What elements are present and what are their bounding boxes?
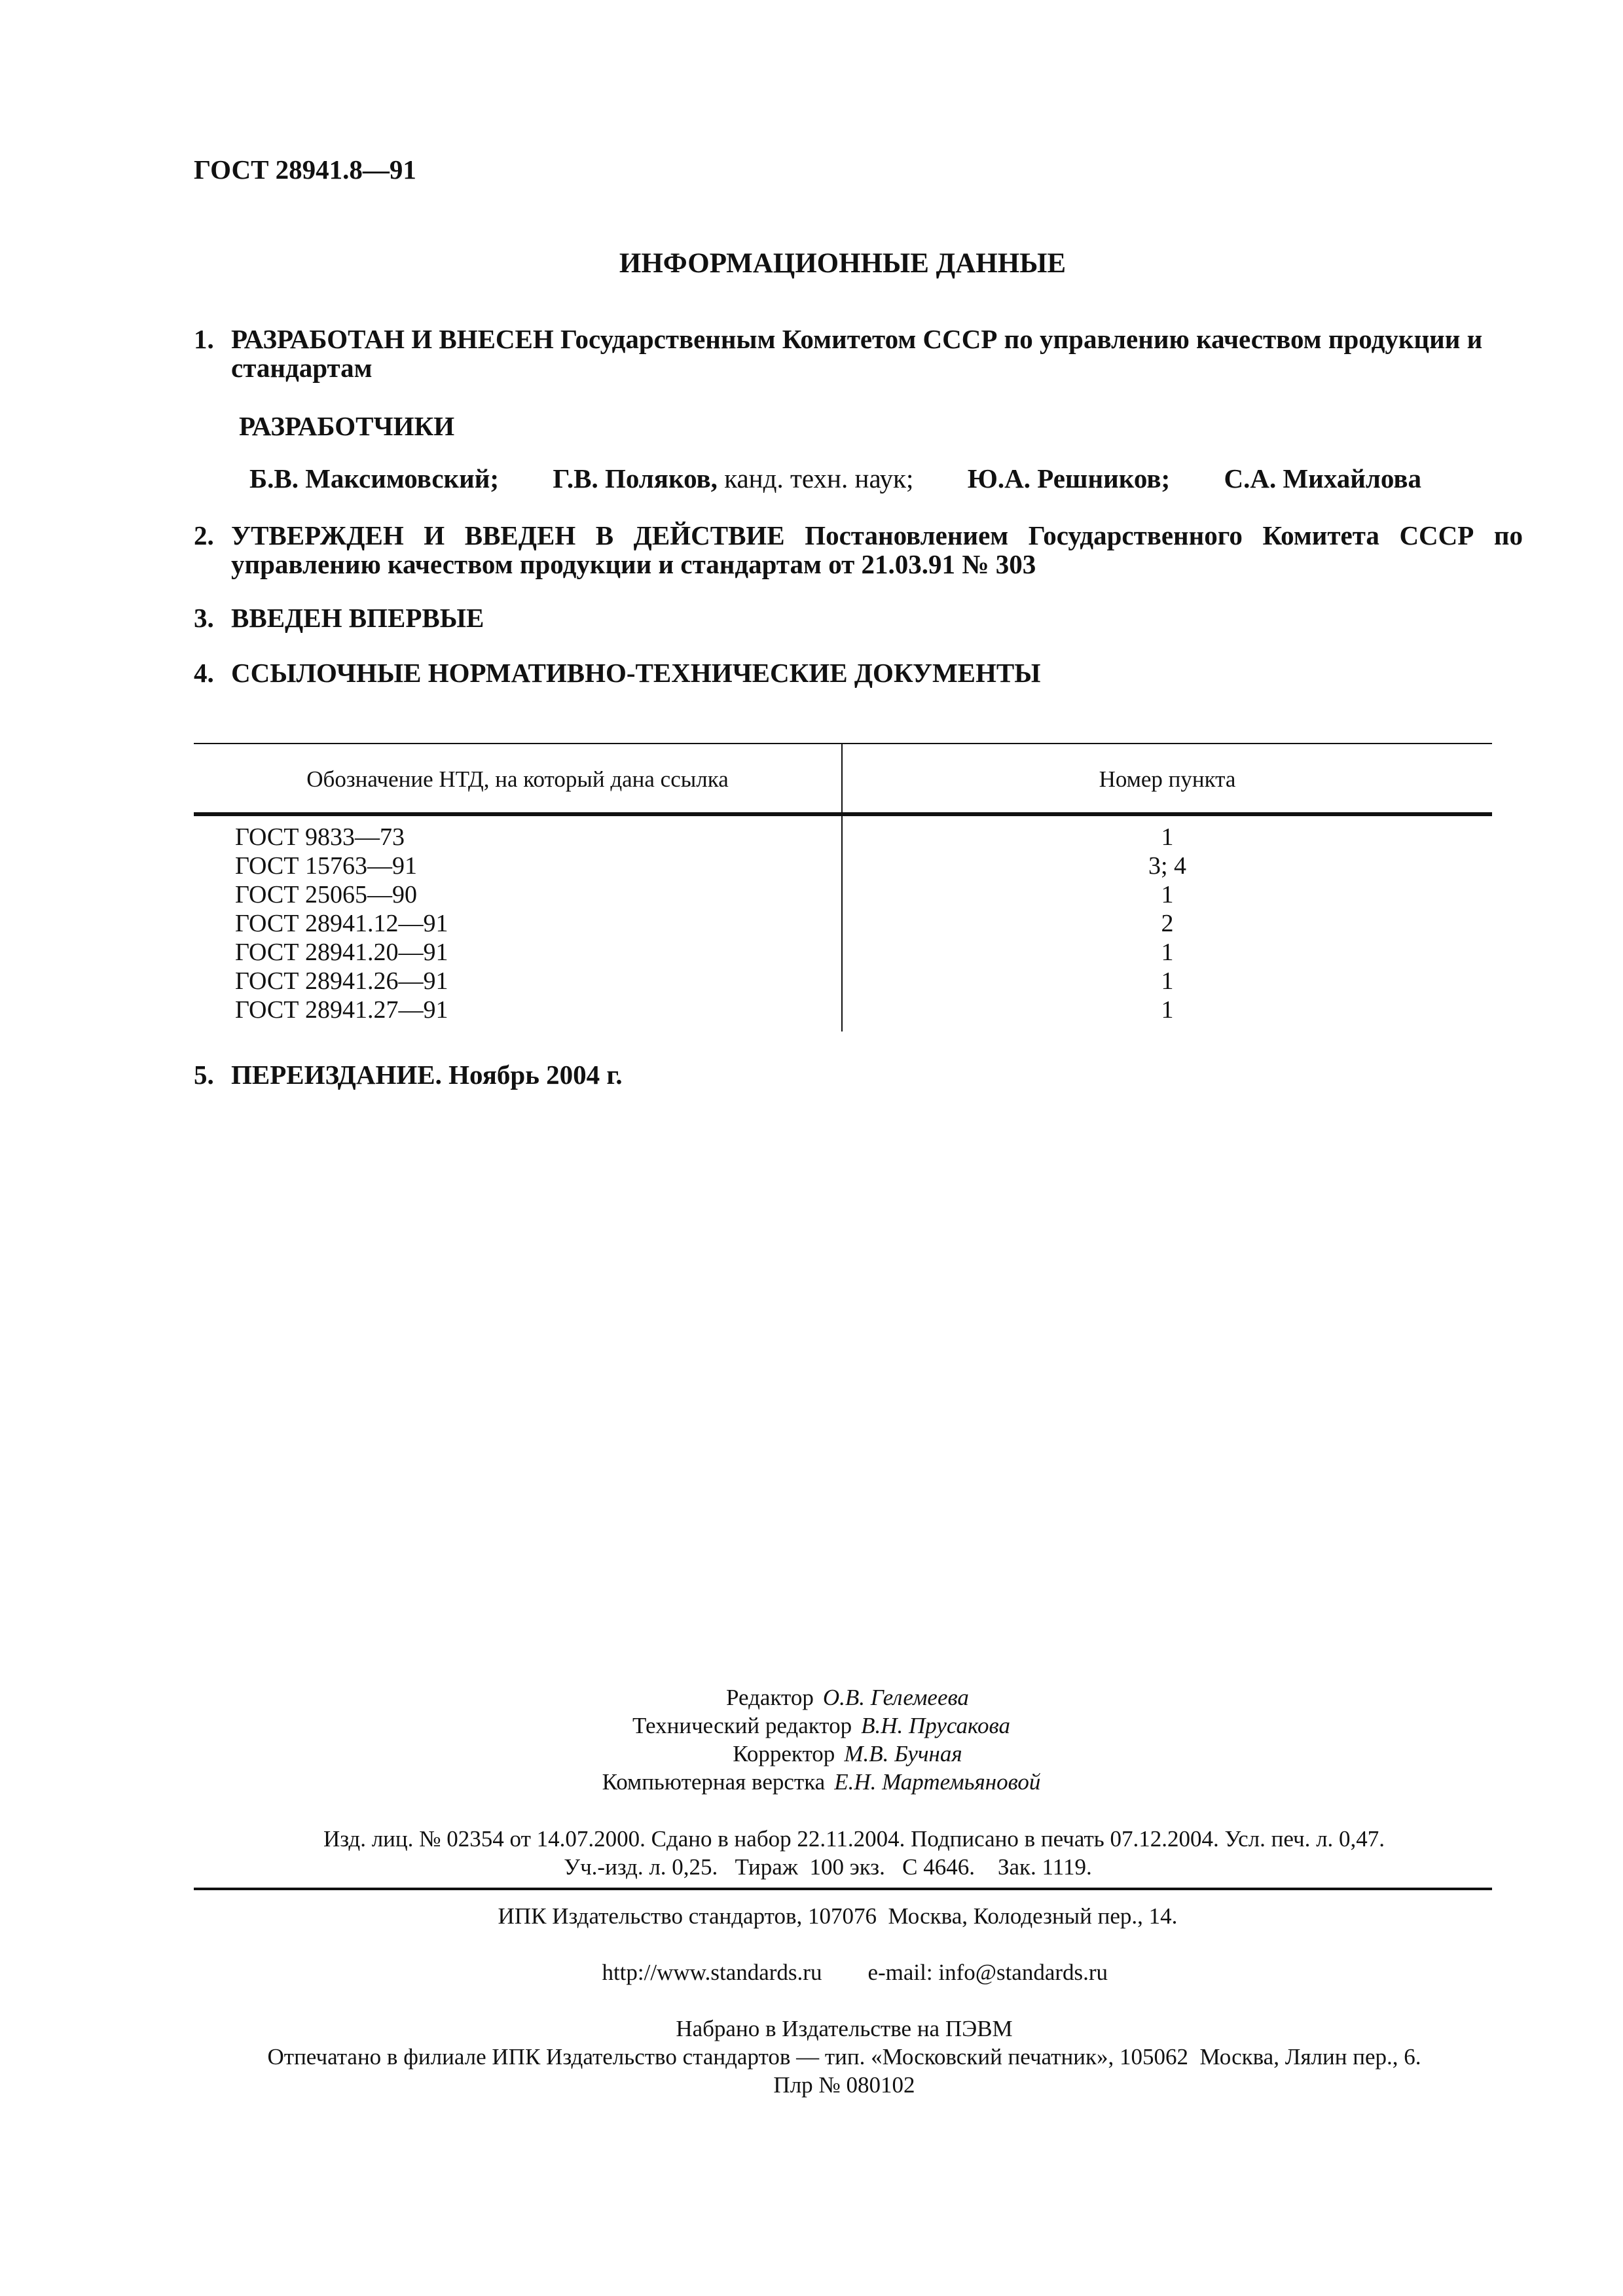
cell-item-number: 1 xyxy=(1161,881,1174,908)
publication-line-2: Уч.-изд. л. 0,25. Тираж 100 экз. С 4646. Зак. 1119. xyxy=(564,1854,1092,1880)
cell-document: ГОСТ 28941.27—91 xyxy=(235,996,448,1024)
credit-editor xyxy=(0,1683,1623,1712)
item-number: 1. xyxy=(194,324,214,354)
developer-4 xyxy=(1224,461,1421,495)
credit-role: Технический редактор xyxy=(632,1713,852,1738)
credit-name: Е.Н. Мартемьяновой xyxy=(834,1769,1041,1795)
item-body xyxy=(231,521,1523,579)
cell-document: ГОСТ 25065—90 xyxy=(235,881,417,908)
item-number: 4. xyxy=(194,658,214,688)
cell-item-number: 3; 4 xyxy=(1148,852,1187,880)
info-item-4 xyxy=(194,658,1523,687)
credit-role: Компьютерная верстка xyxy=(602,1769,826,1795)
column-header-item-number: Номер пункта xyxy=(1099,766,1236,792)
cell-document: ГОСТ 9833—73 xyxy=(235,823,405,851)
printer-info xyxy=(0,1902,1623,2099)
developer-name: Б.В. Максимовский; xyxy=(249,463,500,493)
cell-document: ГОСТ 28941.26—91 xyxy=(235,967,448,995)
item-body xyxy=(231,658,1523,687)
developer-name: С.А. Михайлова xyxy=(1224,463,1421,493)
reference-table xyxy=(194,743,1492,1031)
developer-1 xyxy=(249,461,499,495)
section-title: ИНФОРМАЦИОННЫЕ ДАННЫЕ xyxy=(619,248,1067,279)
plr-number: Плр № 080102 xyxy=(773,2072,915,2098)
item-text: ВВЕДЕН ВПЕРВЫЕ xyxy=(231,603,484,633)
credit-role: Корректор xyxy=(733,1741,835,1767)
table-body xyxy=(194,823,1492,1024)
cell-document: ГОСТ 28941.20—91 xyxy=(235,939,448,966)
item-text: ССЫЛОЧНЫЕ НОРМАТИВНО-ТЕХНИЧЕСКИЕ ДОКУМЕНТЫ xyxy=(231,658,1041,688)
table-row xyxy=(194,938,1492,967)
imprint-divider xyxy=(194,1888,1492,1890)
credit-technical-editor xyxy=(0,1712,1623,1740)
publication-line-1: Изд. лиц. № 02354 от 14.07.2000. Сдано в набор 22.11.2004. Подписано в печать 07.12.2004. Усл. печ. л. 0,47. xyxy=(323,1826,1385,1852)
credit-name: О.В. Гелемеева xyxy=(822,1685,969,1710)
developer-3 xyxy=(968,461,1170,495)
item-body xyxy=(231,603,1523,632)
item-body xyxy=(231,1060,1523,1089)
cell-item-number: 1 xyxy=(1161,967,1174,995)
cell-item-number: 1 xyxy=(1161,823,1174,851)
table-top-rule xyxy=(194,743,1492,744)
column-header-document: Обозначение НТД, на который дана ссылка xyxy=(306,766,729,792)
item-number: 2. xyxy=(194,520,214,550)
developer-degree: канд. техн. наук; xyxy=(724,463,914,493)
item-lead: РАЗРАБОТАН И ВНЕСЕН xyxy=(231,324,554,354)
table-row xyxy=(194,823,1492,852)
item-text: ПЕРЕИЗДАНИЕ. Ноябрь 2004 г. xyxy=(231,1060,623,1090)
publisher-address: ИПК Издательство стандартов, 107076 Москва, Колодезный пер., 14. xyxy=(498,1903,1178,1929)
publisher-website[interactable]: http://www.standards.ru xyxy=(602,1960,822,1985)
credit-name: В.Н. Прусакова xyxy=(861,1713,1011,1738)
cell-item-number: 1 xyxy=(1161,939,1174,966)
table-row xyxy=(194,996,1492,1024)
cell-item-number: 2 xyxy=(1161,910,1174,937)
typeset-note: Набрано в Издательстве на ПЭВМ xyxy=(676,2016,1013,2041)
credit-name: М.В. Бучная xyxy=(844,1741,962,1767)
table-header-rule xyxy=(194,812,1492,816)
developers-heading: РАЗРАБОТЧИКИ xyxy=(239,411,455,441)
credit-layout xyxy=(0,1768,1623,1796)
info-item-3 xyxy=(194,603,1523,632)
publisher-email[interactable]: e-mail: info@standards.ru xyxy=(867,1960,1108,1985)
developers-list xyxy=(249,461,1421,495)
developer-name: Ю.А. Решников; xyxy=(967,463,1171,493)
printed-note: Отпечатано в филиале ИПК Издательство стандартов — тип. «Московский печатник», 105062 Москва, Лялин пер., 6. xyxy=(267,2044,1421,2070)
table-row xyxy=(194,909,1492,938)
publisher-contacts xyxy=(0,1930,1623,2015)
cell-document: ГОСТ 28941.12—91 xyxy=(235,910,448,937)
cell-document: ГОСТ 15763—91 xyxy=(235,852,417,880)
item-text: Постановлением Государственного Комитета СССР по управлению качеством продукции и стандартам от 21.03.91 № 303 xyxy=(231,520,1523,579)
credit-role: Редактор xyxy=(726,1685,814,1710)
info-item-1 xyxy=(194,325,1523,382)
table-row xyxy=(194,880,1492,909)
table-row xyxy=(194,967,1492,996)
publication-info xyxy=(0,1825,1623,1881)
item-lead: УТВЕРЖДЕН И ВВЕДЕН В ДЕЙСТВИЕ xyxy=(231,520,785,550)
item-body xyxy=(231,325,1523,382)
credits-block xyxy=(0,1683,1623,1796)
document-code: ГОСТ 28941.8—91 xyxy=(194,154,416,185)
item-number: 3. xyxy=(194,603,214,633)
cell-item-number: 1 xyxy=(1161,996,1174,1024)
developer-2 xyxy=(553,461,913,495)
table-row xyxy=(194,852,1492,880)
credit-proofreader xyxy=(0,1740,1623,1768)
item-number: 5. xyxy=(194,1060,214,1090)
info-item-5 xyxy=(194,1060,1523,1089)
developer-name: Г.В. Поляков, xyxy=(553,463,718,493)
info-item-2 xyxy=(194,521,1523,579)
item-text: Государственным Комитетом СССР по управлению качеством продукции и стандартам xyxy=(231,324,1483,383)
